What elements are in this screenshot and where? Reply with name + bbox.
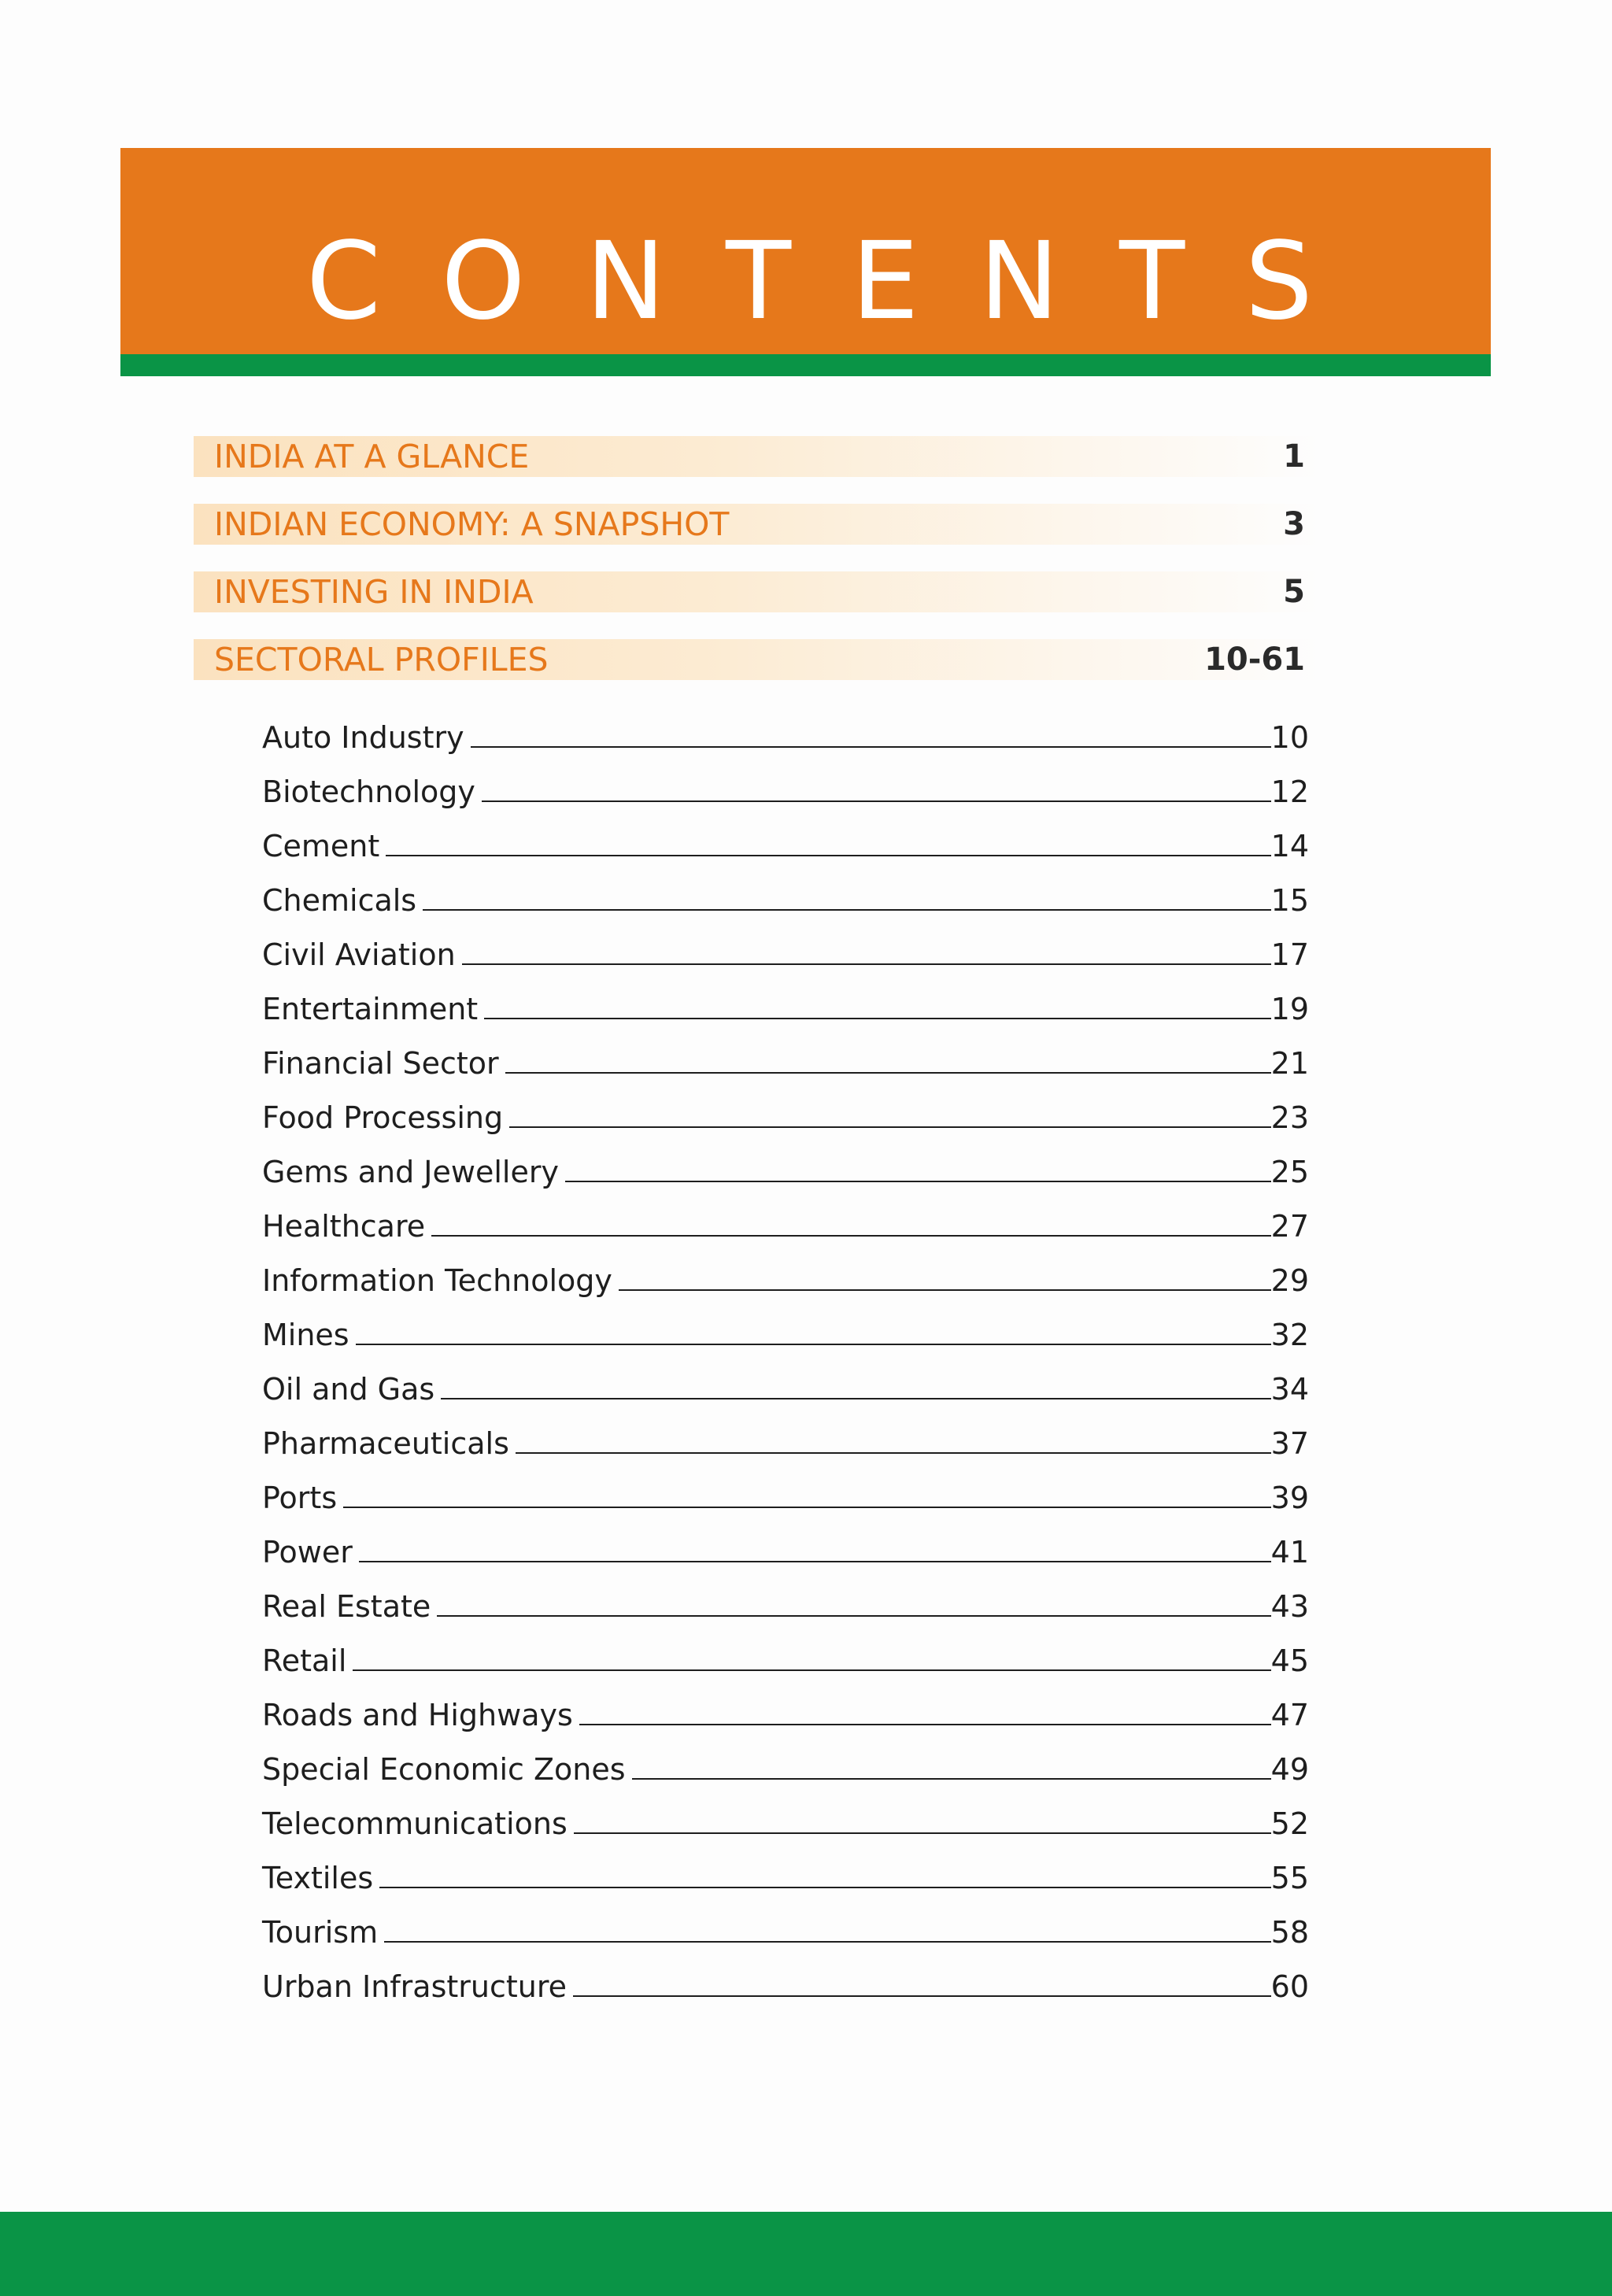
toc-entry-page: 21 [1270, 1046, 1309, 1081]
toc-entry[interactable] [262, 1733, 1309, 1788]
section-page-number: 3 [1283, 506, 1305, 542]
toc-leader-line [573, 1995, 1271, 1997]
section-title: SECTORAL PROFILES [214, 641, 549, 678]
toc-entry-label: Special Economic Zones [262, 1752, 626, 1787]
toc-entry-label: Retail [262, 1643, 347, 1678]
toc-entry-page: 29 [1270, 1263, 1309, 1298]
toc-entry-page: 10 [1270, 720, 1309, 755]
toc-entry[interactable] [262, 1027, 1309, 1081]
toc-leader-line [632, 1778, 1271, 1780]
toc-entry[interactable] [262, 1788, 1309, 1842]
header-green-stripe [120, 354, 1491, 376]
toc-leader-line [482, 800, 1271, 802]
toc-leader-line [462, 963, 1271, 965]
toc-leader-line [471, 746, 1271, 748]
title-letter: N [585, 220, 666, 344]
toc-leader-line [384, 1941, 1271, 1943]
toc-leader-line [509, 1126, 1271, 1128]
toc-entry[interactable] [262, 919, 1309, 973]
toc-leader-line [441, 1398, 1270, 1399]
toc-entry[interactable] [262, 1625, 1309, 1679]
toc-entry-label: Civil Aviation [262, 937, 456, 972]
toc-entry[interactable] [262, 1462, 1309, 1516]
toc-entry-page: 47 [1270, 1698, 1309, 1732]
toc-entry[interactable] [262, 756, 1309, 810]
title-letter: T [726, 220, 792, 344]
toc-entry[interactable] [262, 810, 1309, 864]
page-title [120, 220, 1491, 354]
toc-entry-label: Oil and Gas [262, 1372, 435, 1407]
toc-entry-page: 27 [1270, 1209, 1309, 1244]
title-letter: T [1119, 220, 1185, 344]
toc-entry-label: Mines [262, 1318, 349, 1352]
toc-entry-label: Real Estate [262, 1589, 431, 1624]
toc-entry-page: 32 [1270, 1318, 1309, 1352]
toc-entry-label: Roads and Highways [262, 1698, 573, 1732]
section-title: INDIA AT A GLANCE [214, 438, 530, 475]
toc-leader-line [386, 855, 1270, 856]
toc-entry[interactable] [262, 1299, 1309, 1353]
section-page-number: 5 [1283, 574, 1305, 610]
toc-entry-page: 17 [1270, 937, 1309, 972]
section-india-at-a-glance[interactable] [194, 436, 1319, 477]
toc-leader-line [437, 1615, 1270, 1617]
section-page-number: 10-61 [1204, 641, 1305, 678]
toc-leader-line [353, 1669, 1270, 1671]
section-indian-economy[interactable] [194, 504, 1319, 545]
toc-entry-label: Food Processing [262, 1100, 504, 1135]
toc-entry-label: Gems and Jewellery [262, 1155, 559, 1189]
toc-leader-line [356, 1344, 1271, 1345]
toc-entry-page: 15 [1270, 883, 1309, 918]
toc-entry-page: 52 [1270, 1806, 1309, 1841]
toc-entry[interactable] [262, 1842, 1309, 1896]
toc-entry-label: Ports [262, 1481, 338, 1515]
toc-entry-label: Power [262, 1535, 353, 1569]
toc-entry[interactable] [262, 1244, 1309, 1299]
toc-entry-page: 58 [1270, 1915, 1309, 1950]
footer-bar [0, 2212, 1612, 2296]
toc-entry-label: Healthcare [262, 1209, 426, 1244]
section-title: INDIAN ECONOMY: A SNAPSHOT [214, 505, 730, 543]
toc-leader-line [619, 1289, 1271, 1291]
toc-entry-label: Cement [262, 829, 380, 863]
toc-entry[interactable] [262, 864, 1309, 919]
toc-entry-label: Financial Sector [262, 1046, 499, 1081]
toc-entry-page: 60 [1270, 1969, 1309, 2004]
toc-entry-page: 41 [1270, 1535, 1309, 1569]
toc-entry-page: 19 [1270, 992, 1309, 1026]
toc-entry-page: 14 [1270, 829, 1309, 863]
toc-entry-label: Tourism [262, 1915, 379, 1950]
toc-entry-page: 49 [1270, 1752, 1309, 1787]
toc-leader-line [359, 1561, 1271, 1562]
toc-entry-label: Auto Industry [262, 720, 464, 755]
section-sectoral-profiles[interactable] [194, 639, 1319, 680]
toc-entry[interactable] [262, 1570, 1309, 1625]
section-title: INVESTING IN INDIA [214, 573, 534, 611]
toc-entry[interactable] [262, 1136, 1309, 1190]
toc-leader-line [379, 1887, 1270, 1888]
toc-leader-line [343, 1507, 1271, 1508]
title-letter: S [1244, 220, 1313, 344]
title-letter: C [306, 220, 381, 344]
toc-entry-label: Information Technology [262, 1263, 612, 1298]
toc-entry[interactable] [262, 973, 1309, 1027]
toc-entry-page: 23 [1270, 1100, 1309, 1135]
toc-entry[interactable] [262, 1353, 1309, 1407]
toc-entry-page: 25 [1270, 1155, 1309, 1189]
section-investing-in-india[interactable] [194, 571, 1319, 612]
toc-entry[interactable] [262, 1081, 1309, 1136]
toc-leader-line [484, 1018, 1270, 1019]
toc-leader-line [423, 909, 1271, 911]
toc-entry-page: 39 [1270, 1481, 1309, 1515]
toc-entry-label: Telecommunications [262, 1806, 568, 1841]
title-letter: N [978, 220, 1059, 344]
toc-entry-page: 55 [1270, 1861, 1309, 1895]
toc-leader-line [505, 1072, 1271, 1074]
toc-entry[interactable] [262, 1679, 1309, 1733]
toc-entry-page: 37 [1270, 1426, 1309, 1461]
toc-entry-page: 45 [1270, 1643, 1309, 1678]
toc-leader-line [516, 1452, 1271, 1454]
section-page-number: 1 [1283, 438, 1305, 475]
toc-entry[interactable] [262, 1190, 1309, 1244]
toc-entry-label: Biotechnology [262, 775, 475, 809]
toc-entry-page: 12 [1270, 775, 1309, 809]
toc-leader-line [579, 1724, 1271, 1725]
toc-entry[interactable] [262, 1516, 1309, 1570]
toc-leader-line [565, 1181, 1271, 1182]
toc-entry-label: Chemicals [262, 883, 417, 918]
toc-entry-label: Urban Infrastructure [262, 1969, 568, 2004]
title-letter: E [851, 220, 919, 344]
toc-entry-page: 34 [1270, 1372, 1309, 1407]
toc-leader-line [574, 1832, 1271, 1834]
toc-entry-page: 43 [1270, 1589, 1309, 1624]
toc-entry-label: Pharmaceuticals [262, 1426, 509, 1461]
toc-entry[interactable] [262, 701, 1309, 756]
toc-entry-label: Textiles [262, 1861, 374, 1895]
toc-entry-label: Entertainment [262, 992, 479, 1026]
toc-entry[interactable] [262, 1896, 1309, 1950]
title-letter: O [441, 220, 526, 344]
toc-entry[interactable] [262, 1950, 1309, 2005]
toc-entry[interactable] [262, 1407, 1309, 1462]
toc-leader-line [431, 1235, 1271, 1237]
